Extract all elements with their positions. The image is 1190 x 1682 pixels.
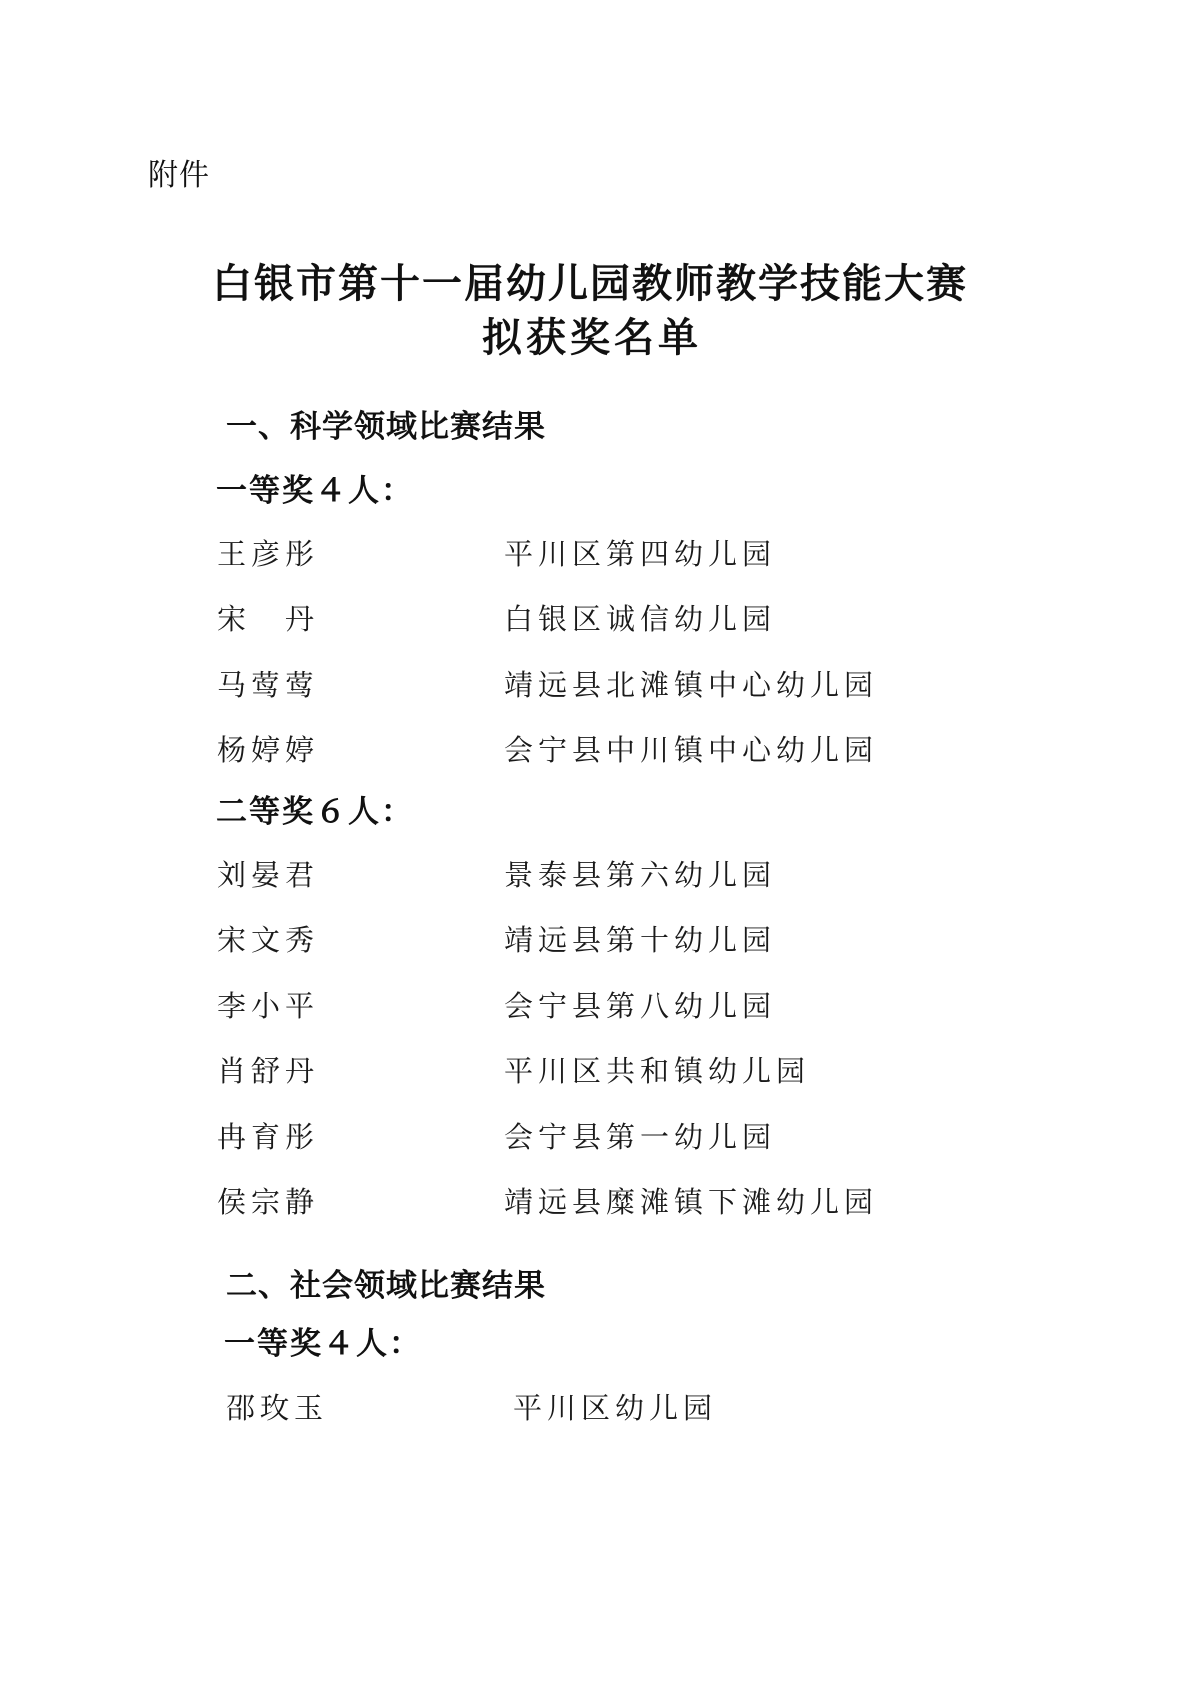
winner-school: 白银区诚信幼儿园 <box>504 602 777 636</box>
winner-school: 会宁县第一幼儿园 <box>504 1120 777 1154</box>
winner-school: 靖远县北滩镇中心幼儿园 <box>504 668 879 702</box>
winner-school: 靖远县第十幼儿园 <box>504 923 777 957</box>
section-heading-science: 一、科学领域比赛结果 <box>226 409 546 445</box>
award-heading-first-prize: 一等奖４人： <box>224 1326 422 1362</box>
winner-name: 李小平 <box>217 989 320 1023</box>
winner-name: 马莺莺 <box>217 668 320 702</box>
list-item <box>226 1386 1026 1430</box>
winner-name: 侯宗静 <box>217 1185 320 1219</box>
winner-name: 冉育彤 <box>217 1120 320 1154</box>
list-item <box>217 1180 1017 1224</box>
award-heading-second-prize: 二等奖６人： <box>216 794 414 830</box>
winner-name: 肖舒丹 <box>217 1054 320 1088</box>
winner-school: 平川区幼儿园 <box>513 1391 718 1425</box>
winner-name: 宋文秀 <box>217 923 320 957</box>
list-item <box>217 918 1017 962</box>
winner-name: 邵玫玉 <box>226 1391 329 1425</box>
document-title-line-1: 白银市第十一届幼儿园教师教学技能大赛 <box>212 261 968 307</box>
list-item <box>217 1049 1017 1093</box>
winner-name: 宋 丹 <box>217 602 320 636</box>
winner-school: 平川区共和镇幼儿园 <box>504 1054 811 1088</box>
winner-school: 会宁县中川镇中心幼儿园 <box>504 733 879 767</box>
list-item <box>217 532 1017 576</box>
winner-name: 王彦彤 <box>217 537 320 571</box>
winner-name: 刘晏君 <box>217 858 320 892</box>
document-title-line-2: 拟获奖名单 <box>482 315 702 361</box>
section-heading-social: 二、社会领域比赛结果 <box>226 1268 546 1304</box>
winner-name: 杨婷婷 <box>217 733 320 767</box>
award-heading-first-prize: 一等奖４人： <box>216 473 414 509</box>
list-item <box>217 597 1017 641</box>
list-item <box>217 853 1017 897</box>
winner-school: 会宁县第八幼儿园 <box>504 989 777 1023</box>
list-item <box>217 663 1017 707</box>
winner-school: 靖远县糜滩镇下滩幼儿园 <box>504 1185 879 1219</box>
list-item <box>217 728 1017 772</box>
list-item <box>217 1115 1017 1159</box>
list-item <box>217 984 1017 1028</box>
winner-school: 景泰县第六幼儿园 <box>504 858 777 892</box>
winner-school: 平川区第四幼儿园 <box>504 537 777 571</box>
attachment-label: 附件 <box>148 158 210 193</box>
